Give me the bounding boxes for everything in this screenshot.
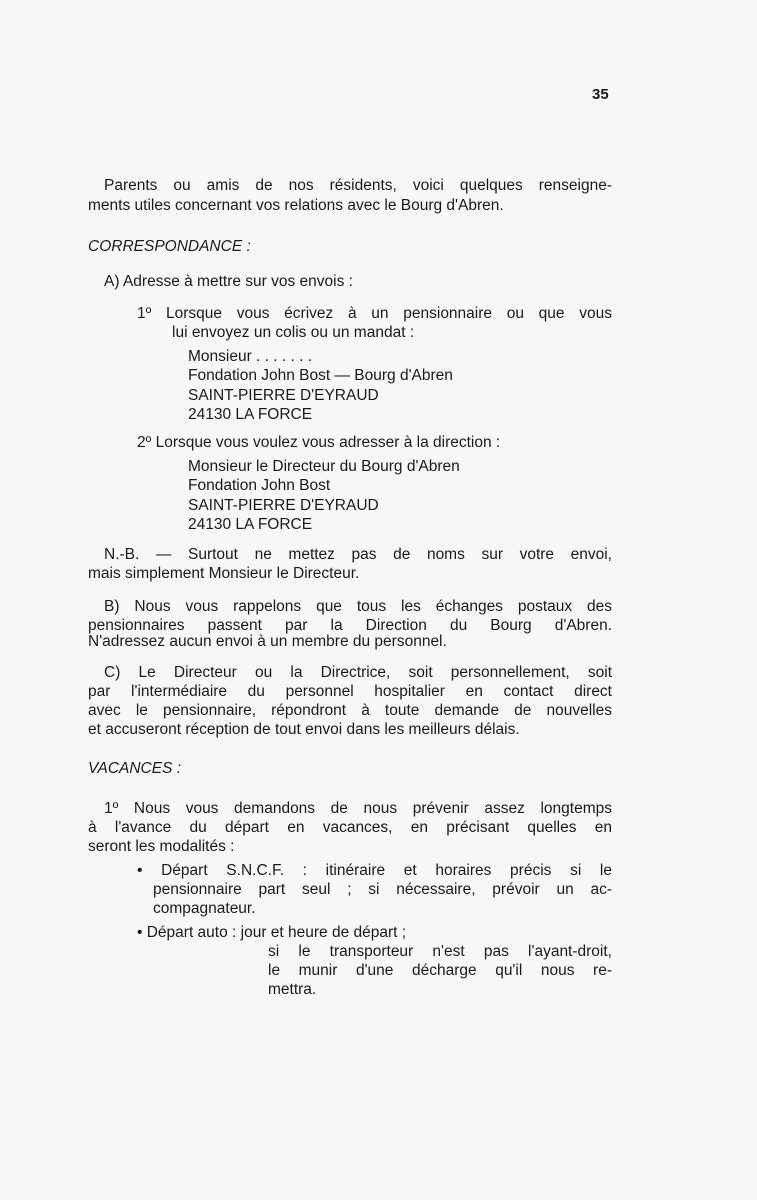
correspondance-heading: CORRESPONDANCE :	[88, 238, 251, 255]
c-line-2: par l'intermédiaire du personnel hospitalier en contact direct	[88, 683, 612, 700]
correspondance-a-title: A) Adresse à mettre sur vos envois :	[104, 273, 353, 290]
correspondance-p2-line-1: 2º Lorsque vous voulez vous adresser à la direction :	[137, 434, 501, 451]
intro-line-1: Parents ou amis de nos résidents, voici quelques renseigne-	[104, 177, 612, 194]
c-line-4: et accuseront réception de tout envoi dans les meilleurs délais.	[88, 721, 520, 738]
address-2-line-3: SAINT-PIERRE D'EYRAUD	[188, 497, 379, 514]
address-1-line-2: Fondation John Bost — Bourg d'Abren	[188, 367, 453, 384]
vacances-p1-line-1: 1º Nous vous demandons de nous prévenir assez longtemps	[104, 800, 612, 817]
address-1-line-1: Monsieur . . . . . . .	[188, 348, 313, 365]
b-line-2: pensionnaires passent par la Direction du Bourg d'Abren.	[88, 617, 612, 634]
bullet-auto-line-3: le munir d'une décharge qu'il nous re-	[268, 962, 612, 979]
bullet-auto-line-2: si le transporteur n'est pas l'ayant-droit,	[268, 943, 612, 960]
correspondance-p1-line-2: lui envoyez un colis ou un mandat :	[172, 324, 415, 341]
b-line-1: B) Nous vous rappelons que tous les échanges postaux des	[104, 598, 612, 615]
bullet-sncf-line-1: • Départ S.N.C.F. : itinéraire et horaires précis si le	[137, 862, 612, 879]
bullet-sncf-line-2: pensionnaire part seul ; si nécessaire, prévoir un ac-	[153, 881, 612, 898]
correspondance-p1-line-1: 1º Lorsque vous écrivez à un pensionnaire ou que vous	[137, 305, 612, 322]
bullet-auto-line-1: • Départ auto : jour et heure de départ ;	[137, 924, 407, 941]
nb-line-2: mais simplement Monsieur le Directeur.	[88, 565, 360, 582]
vacances-heading: VACANCES :	[88, 760, 182, 777]
intro-line-2: ments utiles concernant vos relations avec le Bourg d'Abren.	[88, 197, 504, 214]
address-2-line-2: Fondation John Bost	[188, 477, 331, 494]
vacances-p1-line-2: à l'avance du départ en vacances, en précisant quelles en	[88, 819, 612, 836]
bullet-sncf-line-3: compagnateur.	[153, 900, 256, 917]
address-2-line-1: Monsieur le Directeur du Bourg d'Abren	[188, 458, 460, 475]
bullet-auto-line-4: mettra.	[268, 981, 317, 998]
vacances-p1-line-3: seront les modalités :	[88, 838, 235, 855]
b-line-3: N'adressez aucun envoi à un membre du personnel.	[88, 633, 447, 650]
page-number: 35	[592, 86, 609, 103]
address-1-line-3: SAINT-PIERRE D'EYRAUD	[188, 387, 379, 404]
nb-line-1: N.-B. — Surtout ne mettez pas de noms sur votre envoi,	[104, 546, 612, 563]
c-line-3: avec le pensionnaire, répondront à toute demande de nouvelles	[88, 702, 612, 719]
address-1-line-4: 24130 LA FORCE	[188, 406, 313, 423]
address-2-line-4: 24130 LA FORCE	[188, 516, 313, 533]
c-line-1: C) Le Directeur ou la Directrice, soit personnellement, soit	[104, 664, 612, 681]
